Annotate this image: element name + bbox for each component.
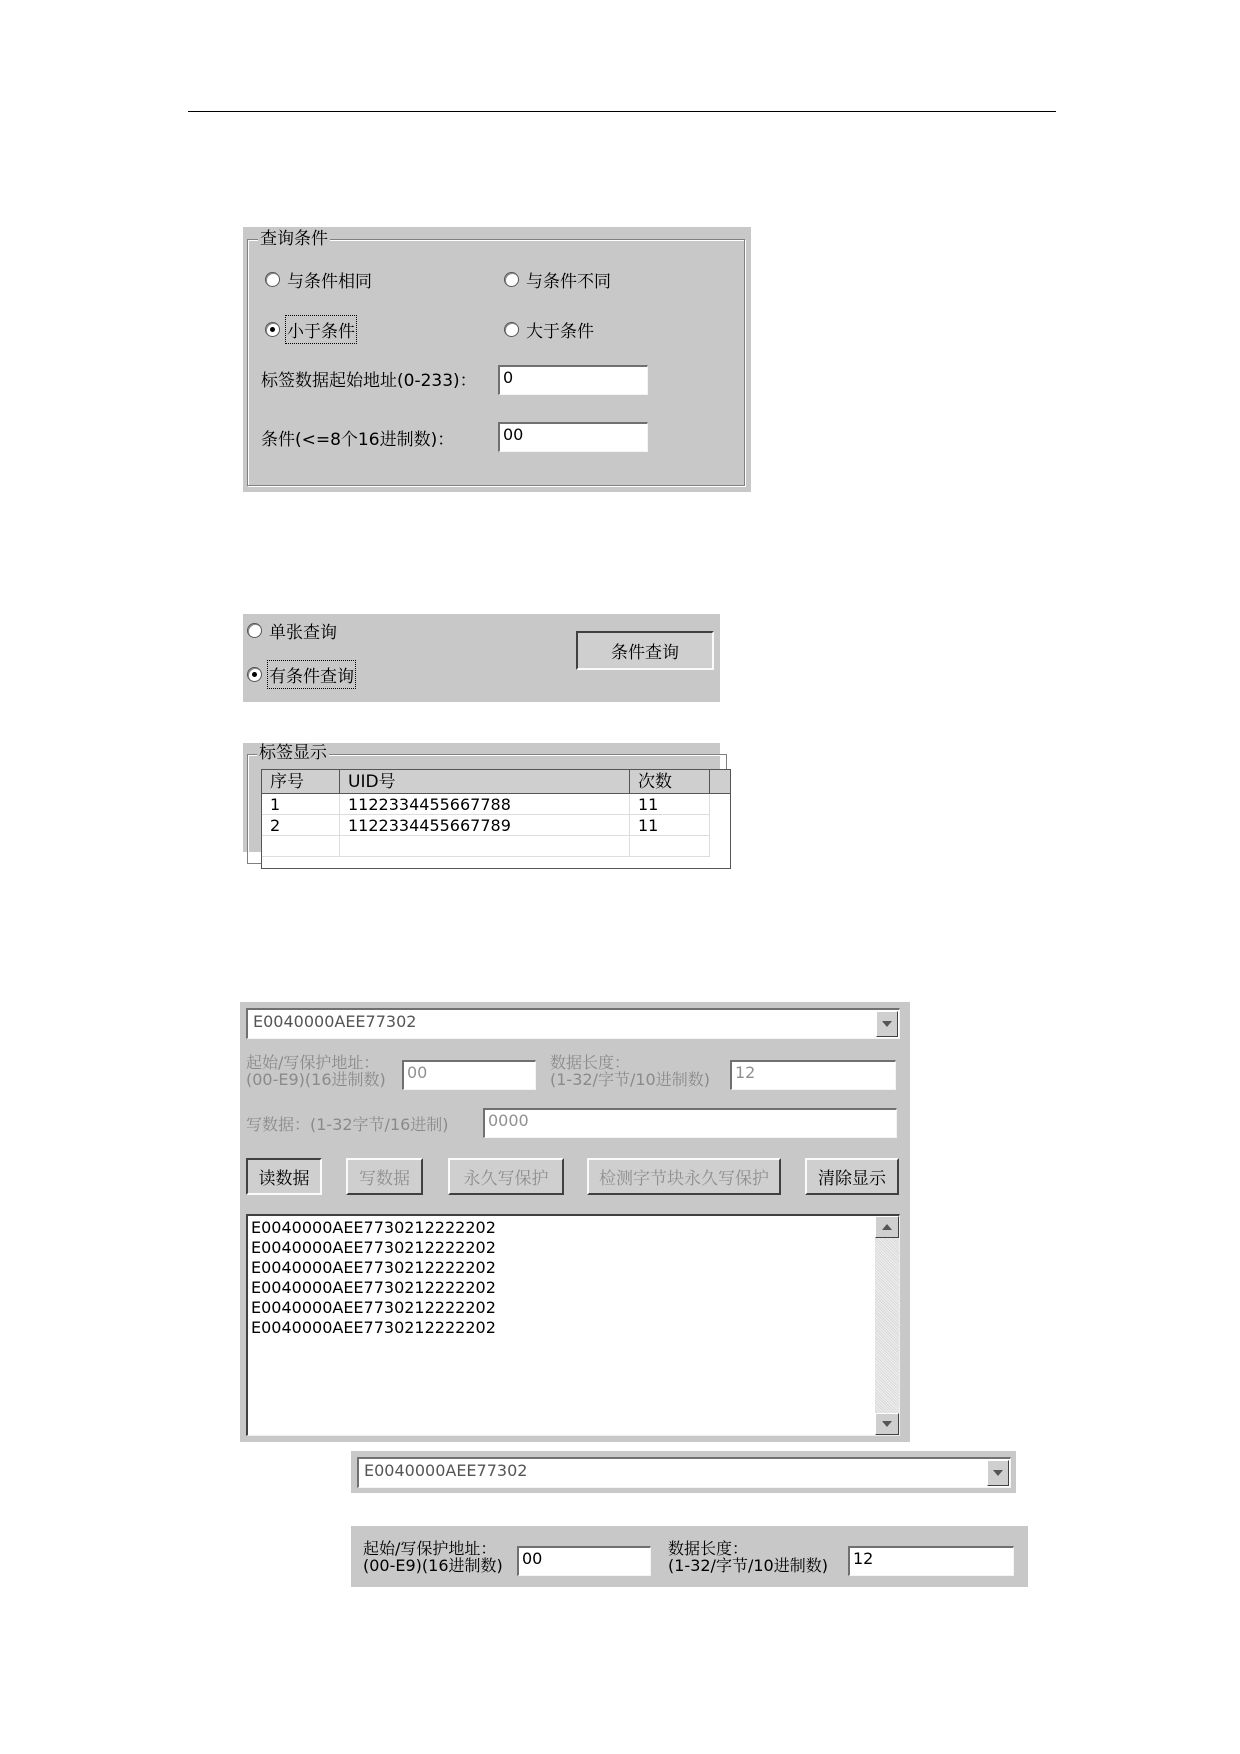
arrow-down-icon [882, 1421, 892, 1427]
standalone-address-panel [351, 1526, 1028, 1587]
data-length-label-2-line2: (1-32/字节/10进制数) [668, 1556, 828, 1575]
start-addr-label-2 [363, 1540, 503, 1574]
radio-equal-condition[interactable] [265, 267, 372, 291]
start-addr-label-2-line2: (00-E9)(16进制数) [363, 1556, 503, 1575]
condition-label: 条件(<=8个16进制数)： [261, 430, 455, 450]
output-line: E0040000AEE7730212222202 [251, 1318, 496, 1337]
chevron-down-icon [882, 1021, 892, 1027]
tag-table[interactable] [261, 769, 731, 869]
rw-start-addr-label-line2: (00-E9)(16进制数) [246, 1070, 386, 1089]
output-lines [248, 1216, 899, 1338]
radio-indicator [247, 623, 262, 638]
conditional-query-label: 有条件查询 [269, 662, 354, 687]
rw-data-length-label-line1: 数据长度： [550, 1053, 631, 1072]
tag-display-title: 标签显示 [259, 743, 327, 763]
start-addr-input-2[interactable]: 00 [517, 1546, 651, 1576]
scroll-down-button[interactable] [875, 1413, 899, 1435]
rw-start-addr-label-line1: 起始/写保护地址： [246, 1053, 380, 1072]
table-cell-index[interactable]: 1 [262, 794, 340, 815]
radio-indicator-checked [265, 322, 280, 337]
permanent-write-protect-button[interactable]: 永久写保护 [448, 1158, 564, 1195]
rw-start-addr-label [246, 1054, 386, 1088]
condition-input[interactable]: 00 [498, 422, 648, 452]
uid-select-combobox[interactable] [246, 1008, 900, 1039]
page-top-rule [188, 111, 1056, 112]
query-condition-title: 查询条件 [260, 229, 328, 249]
table-cell-uid[interactable]: 1122334455667788 [340, 794, 630, 815]
radio-equal-label: 与条件相同 [287, 271, 372, 292]
table-cell-count[interactable]: 11 [630, 815, 710, 836]
check-block-protect-button[interactable]: 检测字节块永久写保护 [587, 1158, 781, 1195]
rw-data-length-input[interactable]: 12 [730, 1060, 896, 1090]
start-address-label: 标签数据起始地址(0-233)： [261, 371, 477, 391]
query-mode-panel [243, 614, 720, 702]
standalone-combo-panel [351, 1451, 1016, 1493]
combobox-dropdown-button-2[interactable] [987, 1460, 1009, 1486]
clear-display-button[interactable]: 清除显示 [805, 1158, 899, 1195]
table-empty-row [630, 836, 710, 857]
table-cell-index[interactable]: 2 [262, 815, 340, 836]
rw-data-length-label [550, 1054, 710, 1088]
radio-less-than-condition[interactable] [265, 317, 355, 341]
single-query-label: 单张查询 [269, 622, 337, 643]
radio-indicator [265, 272, 280, 287]
chevron-down-icon [993, 1470, 1003, 1476]
radio-indicator-checked [247, 667, 262, 682]
conditional-query-button[interactable]: 条件查询 [576, 631, 714, 670]
start-address-input[interactable]: 0 [498, 365, 648, 395]
read-data-button[interactable]: 读数据 [246, 1158, 322, 1195]
data-length-input-2[interactable]: 12 [848, 1546, 1014, 1576]
output-line: E0040000AEE7730212222202 [251, 1218, 496, 1237]
radio-indicator [504, 322, 519, 337]
rw-data-length-label-line2: (1-32/字节/10进制数) [550, 1070, 710, 1089]
start-addr-label-2-line1: 起始/写保护地址： [363, 1539, 497, 1558]
output-line: E0040000AEE7730212222202 [251, 1258, 496, 1277]
column-header-filler [710, 770, 731, 794]
uid-select-value: E0040000AEE77302 [253, 1012, 417, 1031]
write-data-button[interactable]: 写数据 [346, 1158, 423, 1195]
radio-conditional-query[interactable] [247, 662, 354, 686]
table-cell-uid[interactable]: 1122334455667789 [340, 815, 630, 836]
radio-indicator [504, 272, 519, 287]
vertical-scrollbar[interactable] [875, 1216, 899, 1435]
uid-select-value-2: E0040000AEE77302 [364, 1461, 528, 1480]
output-line: E0040000AEE7730212222202 [251, 1238, 496, 1257]
combobox-dropdown-button[interactable] [876, 1011, 898, 1037]
radio-not-equal-condition[interactable] [504, 267, 611, 291]
column-header-index[interactable]: 序号 [262, 770, 340, 794]
uid-select-combobox-2[interactable] [357, 1457, 1011, 1488]
radio-greater-than-condition[interactable] [504, 317, 594, 341]
rw-start-addr-input[interactable]: 00 [402, 1060, 536, 1090]
output-line: E0040000AEE7730212222202 [251, 1298, 496, 1317]
output-textarea[interactable] [246, 1214, 900, 1436]
column-header-uid[interactable]: UID号 [340, 770, 630, 794]
table-cell-count[interactable]: 11 [630, 794, 710, 815]
radio-single-query[interactable] [247, 618, 337, 642]
radio-greater-than-label: 大于条件 [526, 321, 594, 342]
radio-not-equal-label: 与条件不同 [526, 271, 611, 292]
tag-display-panel [243, 743, 720, 852]
data-length-label-2 [668, 1540, 828, 1574]
data-length-label-2-line1: 数据长度： [668, 1539, 749, 1558]
table-empty-row [262, 836, 340, 857]
query-condition-panel [243, 227, 751, 492]
table-empty-row [340, 836, 630, 857]
column-header-count[interactable]: 次数 [630, 770, 710, 794]
arrow-up-icon [882, 1224, 892, 1230]
read-write-panel [240, 1002, 910, 1442]
write-data-label: 写数据：(1-32字节/16进制) [246, 1115, 449, 1134]
scroll-up-button[interactable] [875, 1216, 899, 1238]
write-data-input[interactable]: 0000 [483, 1108, 897, 1138]
output-line: E0040000AEE7730212222202 [251, 1278, 496, 1297]
radio-less-than-label: 小于条件 [287, 317, 355, 342]
